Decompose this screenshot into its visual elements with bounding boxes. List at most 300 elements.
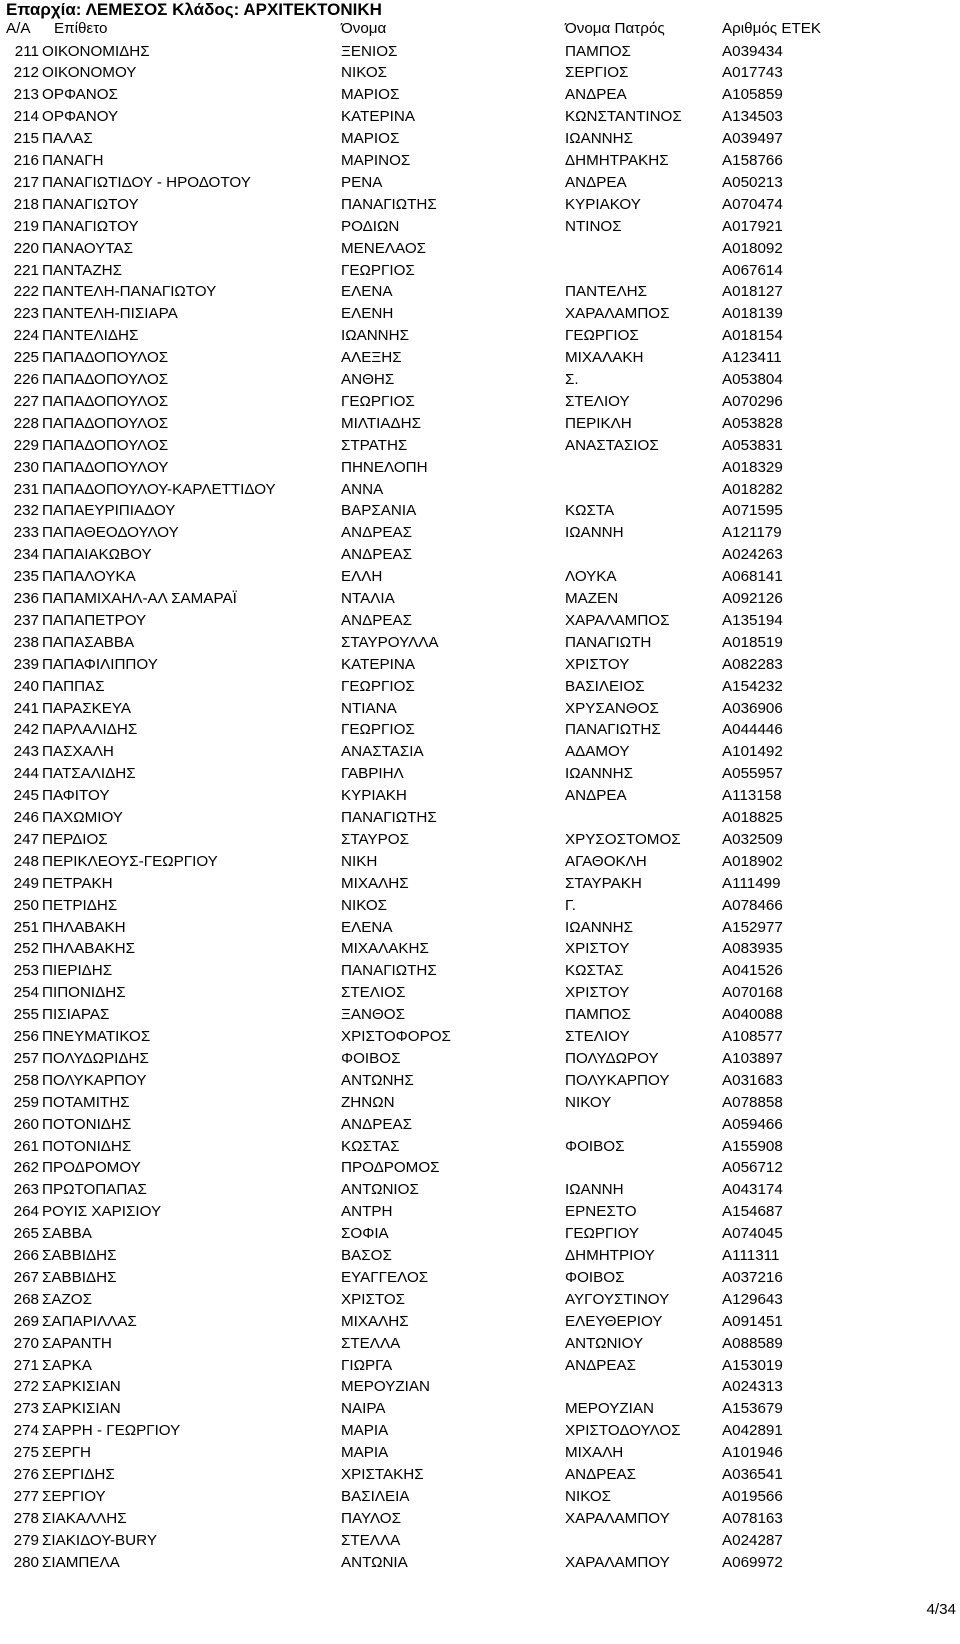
page-number: 4/34: [926, 1601, 956, 1618]
cell-etek-number: Α056712: [722, 1159, 783, 1177]
cell-etek-number: Α039497: [722, 130, 783, 148]
cell-father-name: ΙΩΑΝΝΗΣ: [565, 130, 633, 148]
cell-number: 248: [13, 852, 39, 870]
cell-surname: ΠΑΝΑΓΙΩΤΙΔΟΥ - ΗΡΟΔΟΤΟΥ: [42, 173, 251, 191]
cell-first-name: ΕΛΕΝΑ: [341, 283, 393, 301]
cell-number: 246: [13, 809, 39, 826]
cell-surname: ΠΑΠΑΕΥΡΙΠΙΑΔΟΥ: [42, 502, 176, 520]
cell-father-name: ΧΡΙΣΤΟΔΟΥΛΟΣ: [565, 1422, 681, 1440]
cell-number: 247: [13, 830, 39, 848]
cell-first-name: ΣΤΡΑΤΗΣ: [341, 436, 408, 454]
cell-etek-number: Α018902: [722, 852, 783, 870]
cell-surname: ΠΑΠΑΔΟΠΟΥΛΟΣ: [42, 392, 169, 410]
cell-first-name: ΜΙΧΑΛΗΣ: [341, 1312, 409, 1330]
table-row: [0, 873, 960, 895]
cell-etek-number: Α153679: [722, 1400, 783, 1418]
cell-father-name: ΦΟΙΒΟΣ: [565, 1268, 625, 1286]
cell-etek-number: Α101946: [722, 1444, 783, 1462]
cell-etek-number: Α039434: [722, 42, 783, 60]
cell-first-name: ΣΤΕΛΛΑ: [341, 1334, 401, 1352]
cell-number: 280: [13, 1553, 39, 1571]
cell-first-name: ΒΑΣΙΛΕΙΑ: [341, 1487, 410, 1505]
cell-first-name: ΕΛΕΝΑ: [341, 918, 393, 936]
cell-first-name: ΑΝΤΡΗ: [341, 1203, 393, 1221]
table-row: [0, 632, 960, 654]
cell-surname: ΣΑΒΒΙΔΗΣ: [42, 1268, 117, 1286]
cell-etek-number: Α018139: [722, 305, 783, 323]
header-number: Α/Α: [6, 20, 31, 37]
cell-father-name: ΧΑΡΑΛΑΜΠΟΣ: [565, 305, 670, 323]
table-row: [0, 238, 960, 260]
cell-first-name: ΖΗΝΩΝ: [341, 1093, 395, 1111]
cell-first-name: ΠΑΝΑΓΙΩΤΗΣ: [341, 809, 437, 826]
table-row: [0, 917, 960, 939]
cell-number: 239: [13, 655, 39, 673]
header-etek-number: Αριθμός ΕΤΕΚ: [722, 20, 821, 37]
cell-first-name: ΑΝΤΩΝΙΟΣ: [341, 1181, 419, 1199]
cell-etek-number: Α018092: [722, 239, 783, 257]
cell-surname: ΠΕΤΡΑΚΗ: [42, 874, 113, 892]
cell-number: 263: [13, 1181, 39, 1199]
table-row: [0, 829, 960, 851]
cell-surname: ΠΑΝΤΕΛΙΔΗΣ: [42, 327, 139, 345]
cell-first-name: ΓΙΩΡΓΑ: [341, 1356, 393, 1374]
cell-etek-number: Α074045: [722, 1225, 783, 1243]
cell-father-name: ΓΕΩΡΓΙΟΥ: [565, 1225, 640, 1243]
cell-father-name: ΣΤΑΥΡΑΚΗ: [565, 874, 642, 892]
cell-etek-number: Α155908: [722, 1137, 783, 1155]
cell-surname: ΠΟΤΟΝΙΔΗΣ: [42, 1137, 132, 1155]
table-row: [0, 1267, 960, 1289]
cell-etek-number: Α055957: [722, 765, 783, 783]
cell-surname: ΠΗΛΑΒΑΚΗ: [42, 918, 126, 936]
table-row: [0, 216, 960, 238]
cell-father-name: ΒΑΣΙΛΕΙΟΣ: [565, 677, 645, 695]
cell-first-name: ΣΟΦΙΑ: [341, 1225, 389, 1243]
cell-surname: ΠΑΣΧΑΛΗ: [42, 743, 114, 761]
table-row: [0, 1355, 960, 1377]
cell-surname: ΠΑΠΑΣΑΒΒΑ: [42, 633, 135, 651]
cell-first-name: ΚΥΡΙΑΚΗ: [341, 787, 407, 805]
cell-surname: ΠΟΤΑΜΙΤΗΣ: [42, 1093, 130, 1111]
table-row: [0, 41, 960, 63]
table-row: [0, 391, 960, 413]
cell-first-name: ΚΑΤΕΡΙΝΑ: [341, 108, 415, 126]
cell-etek-number: Α018282: [722, 480, 783, 498]
cell-surname: ΠΑΠΑΔΟΠΟΥΛΟΣ: [42, 371, 169, 388]
cell-etek-number: Α037216: [722, 1268, 783, 1286]
table-row: [0, 128, 960, 150]
table-row: [0, 435, 960, 457]
cell-first-name: ΜΑΡΙΝΟΣ: [341, 152, 411, 169]
cell-etek-number: Α101492: [722, 743, 783, 761]
table-row: [0, 1026, 960, 1048]
cell-etek-number: Α017743: [722, 64, 783, 82]
header-surname: Επίθετο: [54, 20, 108, 37]
cell-first-name: ΓΕΩΡΓΙΟΣ: [341, 721, 415, 739]
cell-surname: ΠΙΕΡΙΔΗΣ: [42, 962, 113, 980]
cell-number: 221: [13, 261, 39, 279]
cell-first-name: ΕΛΛΗ: [341, 568, 383, 586]
cell-first-name: ΜΙΧΑΛΗΣ: [341, 874, 409, 892]
cell-first-name: ΑΝΝΑ: [341, 480, 384, 498]
cell-etek-number: Α113158: [722, 787, 782, 805]
cell-number: 271: [13, 1356, 39, 1374]
cell-etek-number: Α059466: [722, 1115, 783, 1133]
cell-first-name: ΝΤΑΛΙΑ: [341, 590, 395, 607]
table-row: [0, 1420, 960, 1442]
cell-number: 275: [13, 1444, 39, 1462]
cell-number: 241: [13, 699, 39, 717]
cell-etek-number: Α053804: [722, 371, 783, 388]
cell-father-name: ΔΗΜΗΤΡΑΚΗΣ: [565, 152, 669, 169]
table-row: [0, 1311, 960, 1333]
cell-father-name: ΠΑΜΠΟΣ: [565, 1006, 631, 1024]
cell-surname: ΠΑΝΑΓΙΩΤΟΥ: [42, 217, 139, 235]
table-row: [0, 172, 960, 194]
table-row: [0, 1048, 960, 1070]
cell-number: 224: [13, 327, 39, 345]
table-row: [0, 1289, 960, 1311]
cell-number: 220: [13, 239, 39, 257]
table-row: [0, 982, 960, 1004]
cell-surname: ΠΑΝΑΟΥΤΑΣ: [42, 239, 133, 257]
cell-surname: ΠΡΟΔΡΟΜΟΥ: [42, 1159, 141, 1177]
cell-number: 237: [13, 611, 39, 629]
table-row: [0, 1508, 960, 1530]
cell-father-name: ΑΥΓΟΥΣΤΙΝΟΥ: [565, 1290, 670, 1308]
cell-father-name: ΚΩΣΤΑΣ: [565, 962, 624, 980]
cell-father-name: ΜΙΧΑΛΑΚΗ: [565, 349, 644, 367]
table-row: [0, 1376, 960, 1398]
cell-father-name: Σ.: [565, 371, 579, 388]
table-row: [0, 610, 960, 632]
cell-first-name: ΑΝΤΩΝΗΣ: [341, 1071, 414, 1089]
cell-father-name: ΑΝΑΣΤΑΣΙΟΣ: [565, 436, 659, 454]
cell-etek-number: Α082283: [722, 655, 783, 673]
cell-first-name: ΒΑΣΟΣ: [341, 1247, 392, 1264]
cell-first-name: ΜΕΡΟΥΖΙΑΝ: [341, 1378, 430, 1396]
cell-number: 238: [13, 633, 39, 651]
cell-father-name: ΑΝΔΡΕΑ: [565, 86, 627, 104]
cell-first-name: ΝΑΙΡΑ: [341, 1400, 386, 1418]
cell-father-name: ΣΕΡΓΙΟΣ: [565, 64, 629, 82]
table-row: [0, 347, 960, 369]
cell-surname: ΠΕΡΔΙΟΣ: [42, 830, 108, 848]
cell-father-name: ΧΡΙΣΤΟΥ: [565, 940, 630, 958]
cell-father-name: ΜΕΡΟΥΖΙΑΝ: [565, 1400, 654, 1418]
cell-number: 262: [13, 1159, 39, 1177]
cell-number: 269: [13, 1312, 39, 1330]
cell-first-name: ΓΕΩΡΓΙΟΣ: [341, 677, 415, 695]
cell-father-name: ΣΤΕΛΙΟΥ: [565, 392, 630, 410]
cell-etek-number: Α152977: [722, 918, 783, 936]
cell-father-name: ΓΕΩΡΓΙΟΣ: [565, 327, 639, 345]
cell-number: 212: [13, 64, 39, 82]
cell-number: 233: [13, 524, 39, 542]
table-row: [0, 1179, 960, 1201]
cell-etek-number: Α017921: [722, 217, 783, 235]
cell-etek-number: Α069972: [722, 1553, 783, 1571]
cell-surname: ΣΑΡΚΙΣΙΑΝ: [42, 1400, 121, 1418]
cell-number: 236: [13, 590, 39, 607]
cell-surname: ΠΑΠΑΔΟΠΟΥΛΟΣ: [42, 436, 169, 454]
table-row: [0, 1486, 960, 1508]
cell-number: 274: [13, 1422, 39, 1440]
cell-number: 252: [13, 940, 39, 958]
cell-surname: ΠΑΠΑΙΑΚΩΒΟΥ: [42, 546, 152, 564]
cell-first-name: ΜΑΡΙΑ: [341, 1444, 389, 1462]
cell-first-name: ΠΑΝΑΓΙΩΤΗΣ: [341, 195, 437, 213]
cell-surname: ΣΕΡΓΗ: [42, 1444, 91, 1462]
cell-father-name: ΧΑΡΑΛΑΜΠΟΥ: [565, 1553, 670, 1571]
cell-first-name: ΑΝΤΩΝΙΑ: [341, 1553, 408, 1571]
cell-etek-number: Α053828: [722, 414, 783, 432]
table-row: [0, 938, 960, 960]
cell-number: 255: [13, 1006, 39, 1024]
cell-etek-number: Α018825: [722, 809, 783, 826]
cell-first-name: ΝΙΚΗ: [341, 852, 378, 870]
table-row: [0, 1157, 960, 1179]
cell-surname: ΟΙΚΟΝΟΜΙΔΗΣ: [42, 42, 150, 60]
cell-father-name: ΧΡΙΣΤΟΥ: [565, 655, 630, 673]
cell-father-name: ΚΥΡΙΑΚΟΥ: [565, 195, 641, 213]
cell-first-name: ΑΝΔΡΕΑΣ: [341, 1115, 413, 1133]
cell-first-name: ΡΕΝΑ: [341, 173, 383, 191]
cell-number: 234: [13, 546, 39, 564]
cell-etek-number: Α111499: [722, 874, 781, 892]
table-row: [0, 413, 960, 435]
table-row: [0, 62, 960, 84]
table-row: [0, 1114, 960, 1136]
cell-first-name: ΜΙΧΑΛΑΚΗΣ: [341, 940, 429, 958]
cell-etek-number: Α134503: [722, 108, 783, 126]
cell-surname: ΟΙΚΟΝΟΜΟΥ: [42, 64, 137, 82]
cell-surname: ΣΕΡΓΙΔΗΣ: [42, 1466, 115, 1483]
cell-number: 258: [13, 1071, 39, 1089]
cell-etek-number: Α044446: [722, 721, 783, 739]
cell-father-name: ΜΙΧΑΛΗ: [565, 1444, 624, 1462]
cell-first-name: ΣΤΑΥΡΟΣ: [341, 830, 410, 848]
table-row: [0, 479, 960, 501]
table-row: [0, 1398, 960, 1420]
cell-first-name: ΕΥΑΓΓΕΛΟΣ: [341, 1268, 429, 1286]
cell-number: 216: [13, 152, 39, 169]
cell-surname: ΠΑΧΩΜΙΟΥ: [42, 809, 123, 826]
cell-etek-number: Α070168: [722, 984, 783, 1002]
cell-father-name: ΑΝΔΡΕΑΣ: [565, 1466, 637, 1483]
cell-surname: ΠΙΣΙΑΡΑΣ: [42, 1006, 110, 1024]
cell-etek-number: Α121179: [722, 524, 782, 542]
cell-father-name: ΑΝΔΡΕΑ: [565, 173, 627, 191]
cell-surname: ΠΕΤΡΙΔΗΣ: [42, 896, 118, 914]
cell-father-name: ΙΩΑΝΝΗ: [565, 524, 624, 542]
cell-etek-number: Α068141: [722, 568, 783, 586]
cell-father-name: ΠΕΡΙΚΛΗ: [565, 414, 632, 432]
cell-etek-number: Α053831: [722, 436, 783, 454]
table-row: [0, 741, 960, 763]
cell-surname: ΠΑΛΑΣ: [42, 130, 93, 148]
cell-first-name: ΜΑΡΙΟΣ: [341, 130, 400, 148]
table-row: [0, 194, 960, 216]
cell-father-name: ΠΟΛΥΔΩΡΟΥ: [565, 1049, 659, 1067]
cell-father-name: ΑΔΑΜΟΥ: [565, 743, 630, 761]
cell-number: 273: [13, 1400, 39, 1418]
cell-surname: ΠΑΡΑΣΚΕΥΑ: [42, 699, 132, 717]
cell-surname: ΣΑΡΚΑ: [42, 1356, 92, 1374]
cell-etek-number: Α067614: [722, 261, 783, 279]
cell-number: 228: [13, 414, 39, 432]
cell-number: 265: [13, 1225, 39, 1243]
table-row: [0, 698, 960, 720]
cell-surname: ΠΑΠΑΔΟΠΟΥΛΟΣ: [42, 414, 169, 432]
cell-number: 218: [13, 195, 39, 213]
cell-surname: ΠΑΝΑΓΗ: [42, 152, 104, 169]
table-row: [0, 807, 960, 829]
cell-father-name: ΑΝΤΩΝΙΟΥ: [565, 1334, 644, 1352]
cell-surname: ΠΡΩΤΟΠΑΠΑΣ: [42, 1181, 147, 1199]
cell-first-name: ΚΩΣΤΑΣ: [341, 1137, 400, 1155]
cell-etek-number: Α024287: [722, 1531, 783, 1549]
cell-first-name: ΕΛΕΝΗ: [341, 305, 394, 323]
cell-etek-number: Α135194: [722, 611, 783, 629]
cell-number: 243: [13, 743, 39, 761]
cell-first-name: ΑΝΘΗΣ: [341, 371, 395, 388]
cell-father-name: ΣΤΕΛΙΟΥ: [565, 1028, 630, 1045]
cell-father-name: ΙΩΑΝΝΗ: [565, 1181, 624, 1199]
cell-surname: ΠΝΕΥΜΑΤΙΚΟΣ: [42, 1028, 151, 1045]
cell-surname: ΣΑΡΚΙΣΙΑΝ: [42, 1378, 121, 1396]
table-row: [0, 544, 960, 566]
cell-father-name: ΧΑΡΑΛΑΜΠΟΣ: [565, 611, 670, 629]
cell-first-name: ΜΙΛΤΙΑΔΗΣ: [341, 414, 422, 432]
table-row: [0, 106, 960, 128]
cell-first-name: ΚΑΤΕΡΙΝΑ: [341, 655, 415, 673]
cell-number: 227: [13, 392, 39, 410]
cell-first-name: ΙΩΑΝΝΗΣ: [341, 327, 409, 345]
cell-etek-number: Α129643: [722, 1290, 783, 1308]
table-row: [0, 676, 960, 698]
cell-father-name: Γ.: [565, 896, 576, 914]
cell-father-name: ΝΙΚΟΥ: [565, 1093, 612, 1111]
cell-number: 272: [13, 1378, 39, 1396]
cell-father-name: ΑΝΔΡΕΑ: [565, 787, 627, 805]
cell-number: 257: [13, 1049, 39, 1067]
cell-etek-number: Α018329: [722, 458, 783, 476]
cell-first-name: ΒΑΡΣΑΝΙΑ: [341, 502, 417, 520]
cell-number: 261: [13, 1137, 39, 1155]
cell-etek-number: Α091451: [722, 1312, 783, 1330]
cell-father-name: ΙΩΑΝΝΗΣ: [565, 765, 633, 783]
cell-surname: ΣΑΒΒΑ: [42, 1225, 92, 1243]
cell-first-name: ΣΤΑΥΡΟΥΛΛΑ: [341, 633, 439, 651]
cell-surname: ΠΑΝΑΓΙΩΤΟΥ: [42, 195, 139, 213]
table-row: [0, 84, 960, 106]
cell-first-name: ΑΝΔΡΕΑΣ: [341, 546, 413, 564]
cell-number: 219: [13, 217, 39, 235]
cell-number: 235: [13, 568, 39, 586]
cell-father-name: ΑΓΑΘΟΚΛΗ: [565, 852, 647, 870]
cell-surname: ΠΑΠΑΠΕΤΡΟΥ: [42, 611, 147, 629]
cell-number: 277: [13, 1487, 39, 1505]
cell-father-name: ΛΟΥΚΑ: [565, 568, 617, 586]
cell-etek-number: Α092126: [722, 590, 783, 607]
page-title: Επαρχία: ΛΕΜΕΣΟΣ Κλάδος: ΑΡΧΙΤΕΚΤΟΝΙΚΗ: [6, 0, 382, 19]
cell-first-name: ΑΝΔΡΕΑΣ: [341, 524, 413, 542]
cell-etek-number: Α154687: [722, 1203, 783, 1221]
table-row: [0, 522, 960, 544]
cell-etek-number: Α154232: [722, 677, 783, 695]
cell-etek-number: Α108577: [722, 1028, 783, 1045]
cell-surname: ΣΙΑΜΠΕΛΑ: [42, 1553, 120, 1571]
cell-etek-number: Α050213: [722, 173, 783, 191]
cell-surname: ΠΟΤΟΝΙΔΗΣ: [42, 1115, 132, 1133]
cell-number: 242: [13, 721, 39, 739]
table-row: [0, 303, 960, 325]
cell-number: 223: [13, 305, 39, 323]
cell-number: 240: [13, 677, 39, 695]
cell-etek-number: Α083935: [722, 940, 783, 958]
cell-first-name: ΜΑΡΙΟΣ: [341, 86, 400, 104]
table-row: [0, 785, 960, 807]
cell-first-name: ΞΕΝΙΟΣ: [341, 42, 398, 60]
cell-first-name: ΑΝΔΡΕΑΣ: [341, 611, 413, 629]
cell-etek-number: Α105859: [722, 86, 783, 104]
table-row: [0, 566, 960, 588]
cell-etek-number: Α031683: [722, 1071, 783, 1089]
cell-number: 267: [13, 1268, 39, 1286]
cell-etek-number: Α158766: [722, 152, 783, 169]
cell-number: 215: [13, 130, 39, 148]
cell-father-name: ΚΩΝΣΤΑΝΤΙΝΟΣ: [565, 108, 682, 126]
cell-number: 244: [13, 765, 39, 783]
cell-father-name: ΝΤΙΝΟΣ: [565, 217, 622, 235]
cell-number: 251: [13, 918, 39, 936]
cell-number: 278: [13, 1509, 39, 1527]
cell-number: 245: [13, 787, 39, 805]
cell-etek-number: Α042891: [722, 1422, 783, 1440]
cell-father-name: ΜΑΖΕΝ: [565, 590, 619, 607]
cell-father-name: ΠΟΛΥΚΑΡΠΟΥ: [565, 1071, 670, 1089]
cell-number: 222: [13, 283, 39, 301]
cell-first-name: ΝΤΙΑΝΑ: [341, 699, 397, 717]
cell-etek-number: Α019566: [722, 1487, 783, 1505]
cell-number: 268: [13, 1290, 39, 1308]
cell-number: 276: [13, 1466, 39, 1483]
table-row: [0, 763, 960, 785]
header-first-name: Όνομα: [341, 20, 387, 37]
cell-etek-number: Α123411: [722, 349, 782, 367]
cell-number: 249: [13, 874, 39, 892]
cell-number: 229: [13, 436, 39, 454]
cell-surname: ΣΑΡΡΗ - ΓΕΩΡΓΙΟΥ: [42, 1422, 181, 1440]
table-row: [0, 1442, 960, 1464]
cell-etek-number: Α041526: [722, 962, 783, 980]
cell-first-name: ΣΤΕΛΛΑ: [341, 1531, 401, 1549]
cell-father-name: ΠΑΝΤΕΛΗΣ: [565, 283, 647, 301]
cell-surname: ΣΕΡΓΙΟΥ: [42, 1487, 106, 1505]
cell-first-name: ΣΤΕΛΙΟΣ: [341, 984, 406, 1002]
table-row: [0, 1004, 960, 1026]
cell-father-name: ΠΑΜΠΟΣ: [565, 42, 631, 60]
cell-surname: ΠΑΠΑΔΟΠΟΥΛΟΥ: [42, 458, 169, 476]
table-row: [0, 1201, 960, 1223]
cell-first-name: ΠΡΟΔΡΟΜΟΣ: [341, 1159, 440, 1177]
cell-first-name: ΠΗΝΕΛΟΠΗ: [341, 458, 428, 476]
cell-surname: ΠΑΝΤΑΖΗΣ: [42, 261, 122, 279]
cell-etek-number: Α024263: [722, 546, 783, 564]
cell-etek-number: Α040088: [722, 1006, 783, 1024]
